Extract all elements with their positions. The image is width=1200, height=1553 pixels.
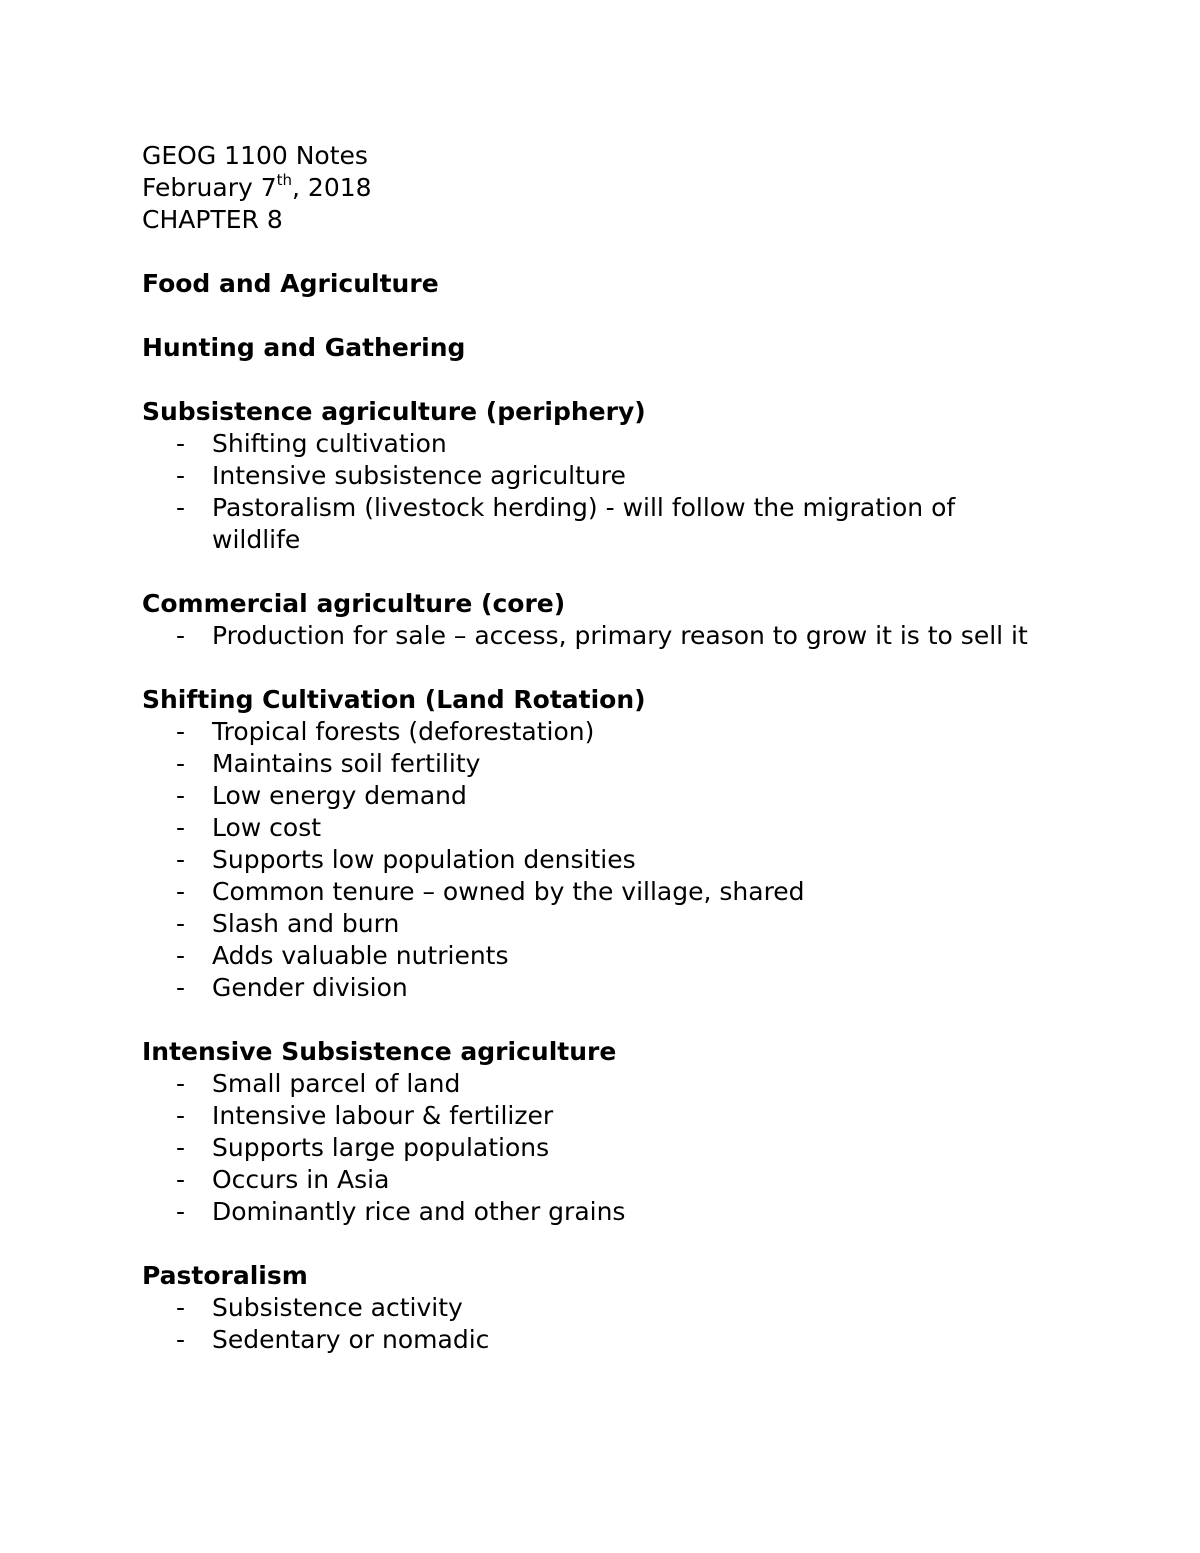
list-item	[142, 812, 1042, 844]
list-item-text: Shifting cultivation	[212, 429, 447, 458]
list-item-text: Common tenure – owned by the village, shared	[212, 877, 805, 906]
bullet-dash: -	[176, 1293, 186, 1322]
section-heading-pastoralism: Pastoralism	[142, 1261, 308, 1290]
spacer	[142, 1228, 1042, 1260]
list-item	[142, 908, 1042, 940]
list-item	[142, 428, 1042, 460]
list-item	[142, 876, 1042, 908]
list-item	[142, 620, 1042, 652]
spacer	[142, 556, 1042, 588]
list-item-text: Production for sale – access, primary reason to grow it is to sell it	[212, 621, 1028, 650]
bullet-dash: -	[176, 1165, 186, 1194]
date-superscript: th	[276, 170, 293, 189]
list-item-text: Small parcel of land	[212, 1069, 461, 1098]
bullet-list-shifting	[142, 716, 1042, 1004]
spacer	[142, 300, 1042, 332]
section-heading-hunting: Hunting and Gathering	[142, 333, 466, 362]
list-item	[142, 1292, 1042, 1324]
bullet-dash: -	[176, 1197, 186, 1226]
list-item	[142, 972, 1042, 1004]
list-item	[142, 460, 1042, 492]
bullet-list-commercial	[142, 620, 1042, 652]
bullet-list-intensive	[142, 1068, 1042, 1228]
list-item-text: Occurs in Asia	[212, 1165, 390, 1194]
chapter-label: CHAPTER 8	[142, 205, 283, 234]
list-item-text: Intensive subsistence agriculture	[212, 461, 626, 490]
notes-date	[142, 172, 1042, 204]
spacer	[142, 1004, 1042, 1036]
section-heading-food: Food and Agriculture	[142, 269, 439, 298]
bullet-dash: -	[176, 941, 186, 970]
list-item-text: Slash and burn	[212, 909, 400, 938]
list-item-text: Low energy demand	[212, 781, 467, 810]
bullet-dash: -	[176, 749, 186, 778]
bullet-dash: -	[176, 621, 186, 650]
document-page	[142, 140, 1042, 1356]
list-item	[142, 780, 1042, 812]
spacer	[142, 364, 1042, 396]
bullet-list-pastoralism	[142, 1292, 1042, 1356]
list-item-text: Low cost	[212, 813, 322, 842]
list-item-text: Tropical forests (deforestation)	[212, 717, 595, 746]
list-item	[142, 1196, 1042, 1228]
list-item	[142, 716, 1042, 748]
list-item	[142, 1164, 1042, 1196]
list-item-text: Gender division	[212, 973, 408, 1002]
bullet-dash: -	[176, 813, 186, 842]
list-item-text: Adds valuable nutrients	[212, 941, 509, 970]
bullet-dash: -	[176, 877, 186, 906]
list-item	[142, 1132, 1042, 1164]
bullet-dash: -	[176, 429, 186, 458]
bullet-dash: -	[176, 781, 186, 810]
section-heading-commercial: Commercial agriculture (core)	[142, 589, 566, 618]
bullet-dash: -	[176, 909, 186, 938]
bullet-list-subsistence	[142, 428, 1042, 556]
list-item	[142, 1324, 1042, 1356]
list-item-text: Maintains soil fertility	[212, 749, 481, 778]
bullet-dash: -	[176, 1325, 186, 1354]
list-item	[142, 1068, 1042, 1100]
bullet-dash: -	[176, 717, 186, 746]
list-item-text: Supports low population densities	[212, 845, 636, 874]
list-item-text: Supports large populations	[212, 1133, 550, 1162]
list-item-text: Pastoralism (livestock herding) - will follow the migration of wildlife	[212, 493, 956, 554]
list-item-text: Sedentary or nomadic	[212, 1325, 490, 1354]
list-item	[142, 1100, 1042, 1132]
list-item-text: Intensive labour & fertilizer	[212, 1101, 554, 1130]
bullet-dash: -	[176, 1101, 186, 1130]
bullet-dash: -	[176, 973, 186, 1002]
bullet-dash: -	[176, 1069, 186, 1098]
spacer	[142, 236, 1042, 268]
bullet-dash: -	[176, 845, 186, 874]
bullet-dash: -	[176, 493, 186, 522]
bullet-dash: -	[176, 1133, 186, 1162]
list-item	[142, 748, 1042, 780]
section-heading-intensive: Intensive Subsistence agriculture	[142, 1037, 617, 1066]
section-heading-shifting: Shifting Cultivation (Land Rotation)	[142, 685, 646, 714]
course-title: GEOG 1100 Notes	[142, 141, 368, 170]
date-year: , 2018	[292, 173, 372, 202]
section-heading-subsistence: Subsistence agriculture (periphery)	[142, 397, 646, 426]
spacer	[142, 652, 1042, 684]
bullet-dash: -	[176, 461, 186, 490]
list-item-text: Dominantly rice and other grains	[212, 1197, 626, 1226]
list-item	[142, 940, 1042, 972]
list-item	[142, 492, 1042, 556]
date-main: February 7	[142, 173, 277, 202]
list-item-text: Subsistence activity	[212, 1293, 463, 1322]
list-item	[142, 844, 1042, 876]
